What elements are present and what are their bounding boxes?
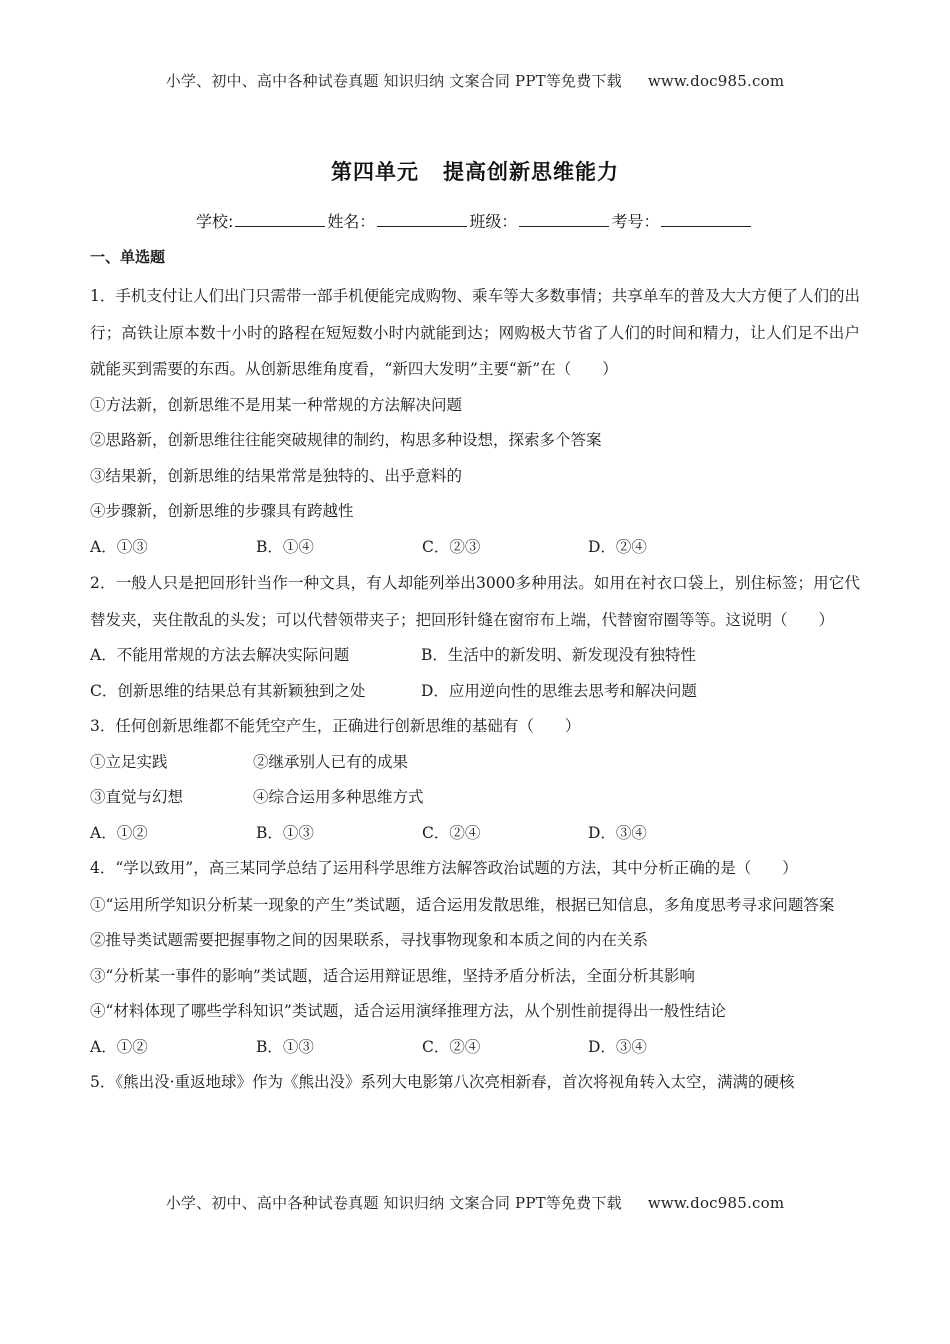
exam-no-label: 考号： [611, 212, 660, 231]
exam-content [90, 244, 860, 1101]
class-label: 班级： [469, 212, 518, 231]
statement: ①立足实践 [90, 752, 168, 771]
question-3 [90, 709, 860, 851]
option-d[interactable]: D．③④ [588, 1037, 647, 1056]
question-1 [90, 278, 860, 565]
options [90, 816, 860, 852]
option-d[interactable]: D．③④ [588, 823, 647, 842]
footer-text: 小学、初中、高中各种试卷真题 知识归纳 文案合同 PPT等免费下载 [165, 1194, 622, 1212]
title-topic: 提高创新思维能力 [443, 160, 619, 184]
page-title [0, 156, 950, 186]
question-text: 4．“学以致用”，高三某同学总结了运用科学思维方法解答政治试题的方法，其中分析正确的是（ ） [90, 859, 798, 877]
statement: ③“分析某一事件的影响”类试题，适合运用辩证思维，坚持矛盾分析法，全面分析其影响 [90, 966, 695, 985]
statement: ④综合运用多种思维方式 [253, 788, 424, 806]
header-text: 小学、初中、高中各种试卷真题 知识归纳 文案合同 PPT等免费下载 [165, 72, 622, 90]
student-info-fields [196, 209, 753, 232]
option-b[interactable]: B．①③ [256, 1037, 314, 1056]
statements [90, 745, 860, 781]
school-label: 学校: [196, 212, 234, 231]
statements [90, 780, 860, 816]
option-c[interactable]: C．创新思维的结果总有其新颖独到之处 [90, 681, 366, 700]
class-blank[interactable] [519, 212, 609, 227]
title-unit: 第四单元 [331, 160, 419, 184]
name-blank[interactable] [377, 212, 467, 227]
option-a[interactable]: A．①② [90, 1037, 148, 1056]
school-blank[interactable] [235, 212, 325, 227]
exam-no-blank[interactable] [661, 212, 751, 227]
option-a[interactable]: A．不能用常规的方法去解决实际问题 [90, 646, 350, 664]
option-b[interactable]: B．①④ [256, 537, 314, 556]
question-text: 5．《熊出没·重返地球》作为《熊出没》系列大电影第八次亮相新春，首次将视角转入太空，满满的硬核 [90, 1073, 795, 1091]
option-d[interactable]: D．②④ [588, 537, 647, 556]
statement: ①“运用所学知识分析某一现象的产生”类试题，适合运用发散思维，根据已知信息，多角度思考寻求问题答案 [90, 895, 835, 914]
page-footer [0, 1192, 950, 1213]
option-a[interactable]: A．①② [90, 823, 148, 842]
page-header [0, 70, 950, 91]
statement: ①方法新，创新思维不是用某一种常规的方法解决问题 [90, 395, 463, 414]
option-c[interactable]: C．②④ [422, 823, 481, 842]
option-b[interactable]: B．①③ [256, 823, 314, 842]
question-text: 1．手机支付让人们出门只需带一部手机便能完成购物、乘车等大多数事情；共享单车的普及大大方便了人们的出行；高铁让原本数十小时的路程在短短数小时内就能到达；网购极大节省了人们的时间和精力，让人们足不出户就能买到需要的东西。从创新思维角度看，“新四大发明”主要“新”在（ ） [90, 287, 860, 378]
footer-url[interactable]: www.doc985.com [647, 1194, 785, 1212]
statement: ②思路新，创新思维往往能突破规律的制约，构思多种设想，探索多个答案 [90, 431, 602, 449]
option-d[interactable]: D．应用逆向性的思维去思考和解决问题 [421, 681, 697, 700]
question-5 [90, 1065, 860, 1101]
statement: ③直觉与幻想 [90, 788, 184, 806]
header-url[interactable]: www.doc985.com [647, 72, 785, 90]
option-b[interactable]: B．生活中的新发明、新发现没有独特性 [421, 646, 696, 664]
statement: ④“材料体现了哪些学科知识”类试题，适合运用演绎推理方法，从个别性前提得出一般性结论 [90, 1002, 726, 1020]
question-4 [90, 851, 860, 1065]
statement: ②推导类试题需要把握事物之间的因果联系，寻找事物现象和本质之间的内在关系 [90, 931, 649, 949]
name-label: 姓名： [327, 212, 376, 231]
statement: ②继承别人已有的成果 [253, 752, 409, 771]
option-c[interactable]: C．②④ [422, 1037, 481, 1056]
options [90, 530, 860, 566]
options [90, 638, 860, 674]
question-2 [90, 565, 860, 709]
section-title: 一、单选题 [90, 248, 166, 266]
option-c[interactable]: C．②③ [422, 537, 481, 556]
statement: ③结果新，创新思维的结果常常是独特的、出乎意料的 [90, 466, 463, 485]
option-a[interactable]: A．①③ [90, 537, 148, 556]
question-text: 3．任何创新思维都不能凭空产生，正确进行创新思维的基础有（ ） [90, 717, 581, 735]
question-text: 2．一般人只是把回形针当作一种文具，有人却能列举出3000多种用法。如用在衬衣口袋上，别住标签；用它代替发夹，夹住散乱的头发；可以代替领带夹子；把回形针缝在窗帘布上端，代替窗帘圈等等。这说明（ ） [90, 574, 860, 629]
options [90, 674, 860, 710]
options [90, 1030, 860, 1066]
statement: ④步骤新，创新思维的步骤具有跨越性 [90, 502, 354, 520]
